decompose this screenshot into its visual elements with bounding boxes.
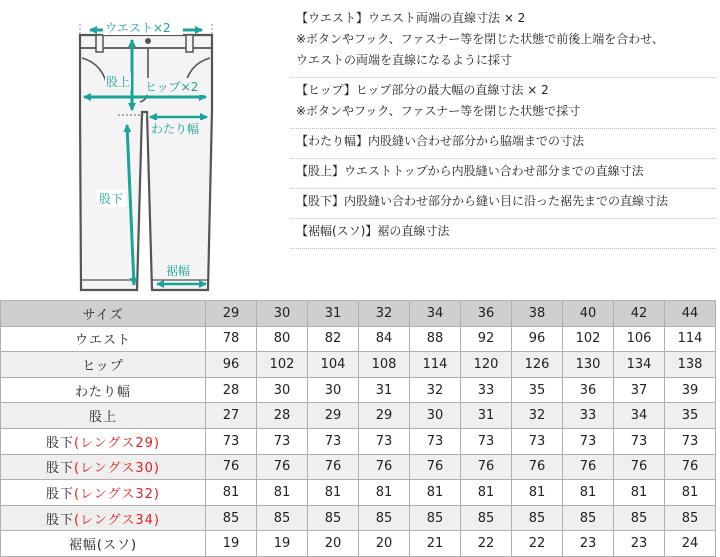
table-cell: 36	[563, 377, 614, 403]
table-cell: 76	[665, 454, 716, 480]
belt-loop	[96, 35, 103, 52]
table-cell: 104	[308, 352, 359, 378]
table-cell: 73	[308, 428, 359, 454]
note-line: 【わたり幅】内股縫い合わせ部分から脇端までの寸法	[296, 134, 585, 148]
label-hip: ヒップ×2	[145, 80, 199, 94]
row-label	[1, 531, 206, 557]
table-cell: 81	[512, 480, 563, 506]
size-header: 36	[461, 301, 512, 327]
label-rise: 股上	[106, 75, 131, 89]
size-header: 38	[512, 301, 563, 327]
button-icon	[145, 38, 151, 44]
measurement-notes	[290, 6, 715, 249]
table-cell: 81	[257, 480, 308, 506]
row-label-length: (レングス32)	[74, 486, 160, 502]
row-label	[1, 352, 206, 378]
table-cell: 102	[257, 352, 308, 378]
size-header: 44	[665, 301, 716, 327]
row-label-text: わたり幅	[74, 384, 131, 400]
row-label-length: (レングス30)	[74, 461, 160, 477]
table-cell: 73	[206, 428, 257, 454]
table-cell: 81	[410, 480, 461, 506]
table-header-row	[1, 301, 716, 327]
table-cell: 134	[614, 352, 665, 378]
row-label-length: (レングス34)	[74, 512, 160, 528]
table-cell: 106	[614, 326, 665, 352]
table-cell: 37	[614, 377, 665, 403]
table-cell: 120	[461, 352, 512, 378]
table-cell: 84	[359, 326, 410, 352]
table-cell: 23	[614, 531, 665, 557]
table-cell: 30	[410, 403, 461, 429]
note-line: ※ボタンやフック、ファスナー等を閉じた状態で前後上端を合わせ、	[296, 32, 664, 46]
note-line: ※ボタンやフック、ファスナー等を閉じた状態で採寸	[296, 104, 581, 118]
row-label-text: 股下	[46, 512, 75, 528]
table-cell: 81	[461, 480, 512, 506]
table-cell: 34	[614, 403, 665, 429]
size-header: 30	[257, 301, 308, 327]
table-row	[1, 377, 716, 403]
table-cell: 73	[257, 428, 308, 454]
table-cell: 85	[512, 505, 563, 531]
table-cell: 96	[512, 326, 563, 352]
table-cell: 85	[206, 505, 257, 531]
row-label-text: ヒップ	[82, 358, 124, 374]
table-cell: 85	[461, 505, 512, 531]
size-header: 31	[308, 301, 359, 327]
note-hip	[290, 78, 715, 129]
table-cell: 96	[206, 352, 257, 378]
row-label-length: (レングス29)	[74, 435, 160, 451]
table-cell: 30	[257, 377, 308, 403]
table-cell: 73	[461, 428, 512, 454]
table-cell: 76	[512, 454, 563, 480]
table-cell: 76	[614, 454, 665, 480]
table-cell: 85	[257, 505, 308, 531]
row-label-text: 股上	[88, 410, 117, 426]
table-cell: 76	[308, 454, 359, 480]
table-cell: 27	[206, 403, 257, 429]
table-cell: 138	[665, 352, 716, 378]
table-cell: 22	[512, 531, 563, 557]
belt-loop	[186, 35, 193, 52]
table-cell: 92	[461, 326, 512, 352]
table-cell: 88	[410, 326, 461, 352]
note-hem	[290, 219, 715, 249]
row-label-text: 裾幅(スソ)	[68, 538, 138, 554]
row-label	[1, 403, 206, 429]
table-cell: 76	[206, 454, 257, 480]
row-label	[1, 428, 206, 454]
table-cell: 76	[410, 454, 461, 480]
size-header: 29	[206, 301, 257, 327]
row-label-text: ウエスト	[74, 333, 131, 349]
table-cell: 130	[563, 352, 614, 378]
table-row	[1, 403, 716, 429]
table-cell: 22	[461, 531, 512, 557]
table-cell: 73	[665, 428, 716, 454]
table-cell: 85	[359, 505, 410, 531]
size-header: 40	[563, 301, 614, 327]
table-cell: 73	[359, 428, 410, 454]
table-cell: 24	[665, 531, 716, 557]
size-header: 32	[359, 301, 410, 327]
note-line: 【ヒップ】ヒップ部分の最大幅の直線寸法 × 2	[296, 83, 549, 97]
note-waist	[290, 6, 715, 78]
table-cell: 29	[359, 403, 410, 429]
table-cell: 31	[461, 403, 512, 429]
table-row	[1, 505, 716, 531]
table-row	[1, 352, 716, 378]
row-label	[1, 377, 206, 403]
table-cell: 33	[461, 377, 512, 403]
note-line: 【ウエスト】ウエスト両端の直線寸法 × 2	[296, 11, 526, 25]
table-cell: 31	[359, 377, 410, 403]
row-label	[1, 505, 206, 531]
table-cell: 73	[410, 428, 461, 454]
table-cell: 81	[308, 480, 359, 506]
table-cell: 78	[206, 326, 257, 352]
note-line: 【股上】ウエストトップから内股縫い合わせ部分までの直線寸法	[296, 164, 644, 178]
row-label	[1, 480, 206, 506]
table-cell: 81	[359, 480, 410, 506]
note-inseam	[290, 189, 715, 219]
table-row	[1, 454, 716, 480]
table-cell: 35	[512, 377, 563, 403]
table-cell: 81	[665, 480, 716, 506]
table-cell: 19	[206, 531, 257, 557]
row-label-text: 股下	[46, 435, 75, 451]
table-cell: 20	[359, 531, 410, 557]
table-cell: 28	[206, 377, 257, 403]
table-cell: 73	[512, 428, 563, 454]
table-row	[1, 531, 716, 557]
table-cell: 35	[665, 403, 716, 429]
table-cell: 29	[308, 403, 359, 429]
label-waist: ウエスト×2	[105, 21, 171, 35]
table-cell: 21	[410, 531, 461, 557]
table-cell: 85	[410, 505, 461, 531]
label-thigh: わたり幅	[151, 122, 200, 136]
table-row	[1, 428, 716, 454]
table-cell: 20	[308, 531, 359, 557]
table-cell: 85	[614, 505, 665, 531]
table-cell: 73	[563, 428, 614, 454]
pants-illustration	[0, 0, 290, 300]
size-header: 42	[614, 301, 665, 327]
pants-outline	[80, 35, 212, 290]
table-cell: 82	[308, 326, 359, 352]
table-cell: 85	[665, 505, 716, 531]
table-cell: 32	[410, 377, 461, 403]
table-cell: 102	[563, 326, 614, 352]
table-cell: 19	[257, 531, 308, 557]
row-label	[1, 326, 206, 352]
row-label-text: 股下	[46, 461, 75, 477]
note-line: 【裾幅(スソ)】裾の直線寸法	[296, 224, 450, 238]
note-line: ウエストの両端を直線になるように採寸	[296, 53, 513, 67]
table-cell: 81	[614, 480, 665, 506]
note-thigh	[290, 129, 715, 159]
table-cell: 76	[563, 454, 614, 480]
table-cell: 76	[461, 454, 512, 480]
table-cell: 81	[206, 480, 257, 506]
table-cell: 39	[665, 377, 716, 403]
table-cell: 73	[614, 428, 665, 454]
table-cell: 76	[359, 454, 410, 480]
table-cell: 114	[410, 352, 461, 378]
size-chart-table	[0, 300, 716, 557]
table-cell: 23	[563, 531, 614, 557]
header-label: サイズ	[1, 301, 206, 327]
label-inseam: 股下	[99, 192, 124, 206]
table-cell: 30	[308, 377, 359, 403]
table-cell: 28	[257, 403, 308, 429]
table-cell: 80	[257, 326, 308, 352]
table-row	[1, 326, 716, 352]
label-hem: 裾幅	[166, 264, 191, 278]
table-cell: 33	[563, 403, 614, 429]
row-label-text: 股下	[46, 486, 75, 502]
table-cell: 76	[257, 454, 308, 480]
table-cell: 85	[563, 505, 614, 531]
table-cell: 32	[512, 403, 563, 429]
pants-measurement-diagram	[0, 0, 290, 300]
table-cell: 114	[665, 326, 716, 352]
row-label	[1, 454, 206, 480]
note-line: 【股下】内股縫い合わせ部分から縫い目に沿った裾先までの直線寸法	[296, 194, 669, 208]
note-rise	[290, 159, 715, 189]
size-header: 34	[410, 301, 461, 327]
table-row	[1, 480, 716, 506]
table-cell: 81	[563, 480, 614, 506]
table-cell: 85	[308, 505, 359, 531]
table-cell: 126	[512, 352, 563, 378]
table-cell: 108	[359, 352, 410, 378]
